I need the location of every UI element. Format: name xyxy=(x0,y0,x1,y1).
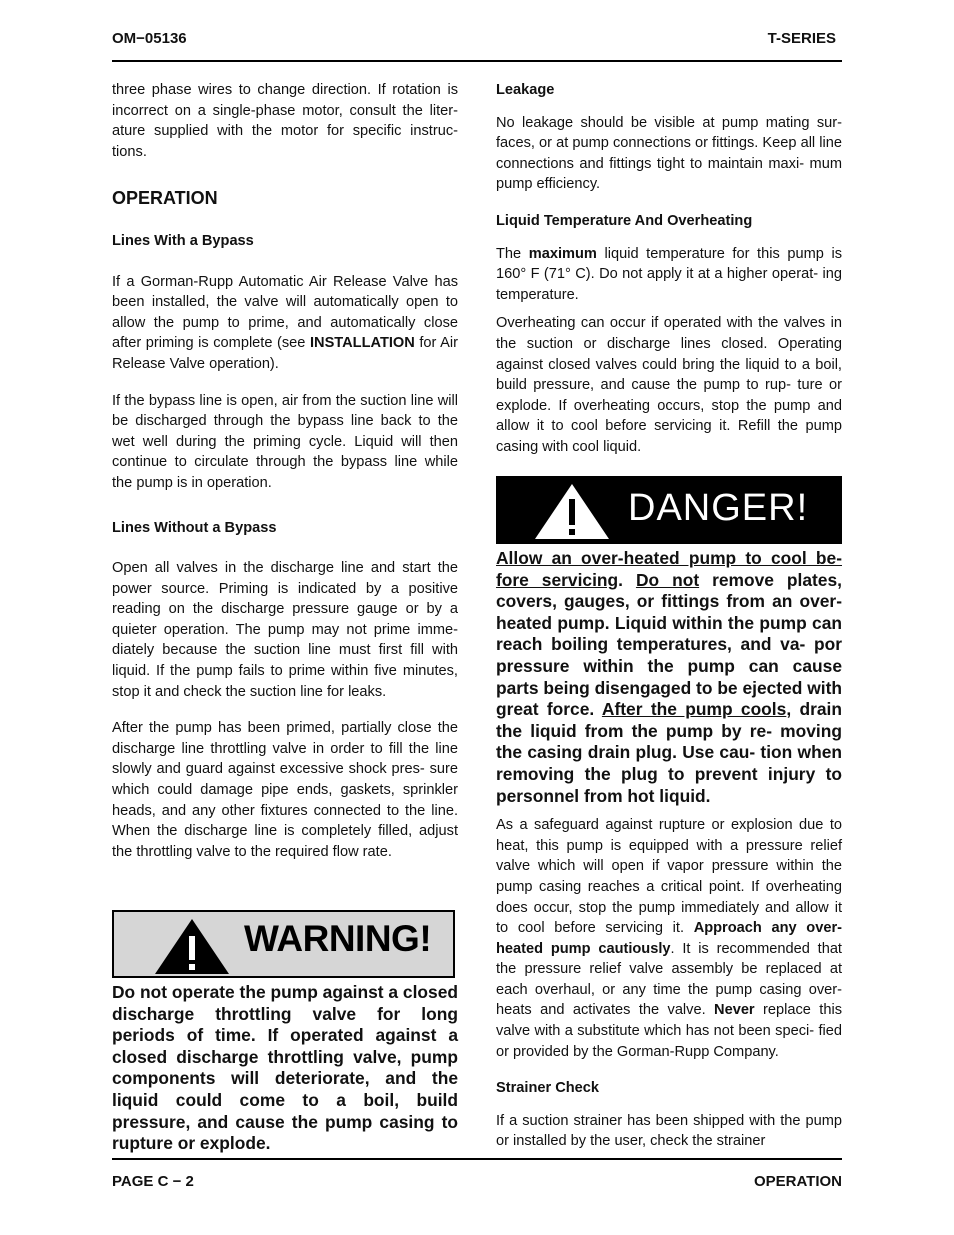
temp-heading: Liquid Temperature And Overheating xyxy=(496,212,753,229)
maximum-word: maximum xyxy=(528,245,597,262)
temp-p1-text: The xyxy=(496,245,529,262)
warning-banner xyxy=(112,910,458,980)
danger-t1: . xyxy=(618,569,636,590)
warning-text xyxy=(112,982,458,1155)
danger-body xyxy=(496,548,842,807)
bypass-p1-text: If a Gorman-Rupp Automatic Air Release Valve has been installed, the valve will automatically open to allow the pump to prime, and automatically close after priming is complete (see xyxy=(112,273,458,352)
series-label: T-SERIES xyxy=(767,30,836,47)
relief-a: As a safeguard against rupture or explosion due to heat, this pump is equipped with a pressure relief valve which will open if vapor pressure within the pump casing reaches a critical point. If overheating does occur, stop the pump immediately and allow it to cool before servicing it. xyxy=(496,817,842,937)
page-number: PAGE C − 2 xyxy=(112,1173,194,1190)
temp-paragraph-1 xyxy=(496,244,842,306)
bypass-paragraph-1 xyxy=(112,272,458,375)
danger-triangle-icon xyxy=(532,481,612,543)
bypass-p1-tail: for Air Release Valve operation). xyxy=(112,335,458,372)
doc-number: OM−05136 xyxy=(112,30,187,47)
danger-t3: , drain the liquid from the pump by re- moving the casing drain plug. Use cau- tion when removing the plug to prevent injury to personnel from hot liquid. xyxy=(496,699,843,806)
installation-ref: INSTALLATION xyxy=(309,335,415,352)
danger-label: DANGER! xyxy=(628,487,809,529)
bypass-heading: Lines With a Bypass xyxy=(112,232,254,249)
bypass-paragraph-2: If the bypass line is open, air from the suction line will be discharged through the bypass line back to the wet well during the priming cycle. Liquid will then continue to circulate through the bypass line while the pump is in operation. xyxy=(112,392,458,491)
relief-c: . It is recommended that the pressure relief valve assembly be replaced at each overhaul, or any time the pump casing over- heats and activates the valve. xyxy=(496,940,842,1019)
leakage-paragraph: No leakage should be visible at pump mating sur- faces, or at pump connections or fittings. Keep all line connections and fittings tight to maintain maxi- mum pump efficiency. xyxy=(496,114,842,193)
danger-u2: Do not xyxy=(635,569,700,590)
relief-d: Never xyxy=(714,1002,755,1019)
right-column-top xyxy=(496,80,842,458)
leakage-heading: Leakage xyxy=(496,82,555,98)
strainer-paragraph: If a suction strainer has been shipped with the pump or installed by the user, check the strainer xyxy=(496,1112,842,1150)
nobypass-paragraph-1: Open all valves in the discharge line and start the power source. Priming is indicated by a positive reading on the discharge pressure gauge or by a quieter operation. The pump may not prime imme- diately because the suction line must first fill with liquid. If the pump fails to prime within five minutes, stop it and check the suction line for leaks. xyxy=(112,560,458,700)
left-column xyxy=(112,80,458,862)
nobypass-heading: Lines Without a Bypass xyxy=(112,519,277,536)
relief-b: Approach any over- heated pump cautiously xyxy=(496,920,842,957)
operation-heading: OPERATION xyxy=(112,188,218,209)
right-column-bottom xyxy=(496,548,842,1152)
temp-p1-tail: liquid temperature for this pump is 160° F (71° C). Do not apply it at a higher operat- ing temperature. xyxy=(496,245,843,303)
relief-e: replace this valve with a substitute which has not been speci- fied or provided by the Gorman-Rupp Company. xyxy=(496,1002,842,1060)
footer-rule xyxy=(112,1158,842,1160)
section-label: OPERATION xyxy=(753,1173,842,1190)
temp-paragraph-2: Overheating can occur if operated with the valves in the suction or discharge lines closed. Operating against closed valves could bring the liquid to a boil, build pressure, and cause the pump to rup- ture or explode. If overheating occurs, stop the pump and allow it to cool before servicing it. Refill the pump casing with cool liquid. xyxy=(496,315,842,455)
header-rule xyxy=(112,60,842,62)
nobypass-paragraph-2: After the pump has been primed, partially close the discharge line throttling valve in order to fill the line slowly and guard against excessive shock pres- sure which could damage pipe ends, gaskets, sprinkler heads, and any other fixtures connected to the line. When the discharge line is completely filled, adjust the throttling valve to the required flow rate. xyxy=(112,720,458,860)
intro-paragraph: three phase wires to change direction. If rotation is incorrect on a single-phase motor, consult the liter- ature supplied with the motor for specific instruc- tions. xyxy=(112,82,458,160)
danger-banner xyxy=(496,476,842,546)
relief-paragraph xyxy=(496,815,842,1062)
danger-t2: remove plates, covers, gauges, or fittings from an over- heated pump. Liquid within the pump can reach boiling temperatures, and va- por pressure within the pump can cause parts being disengaged to be ejected with great force. xyxy=(496,569,842,720)
strainer-heading: Strainer Check xyxy=(496,1080,600,1097)
danger-u1: Allow an over-heated pump to cool be- fore servicing xyxy=(496,548,842,590)
warning-label: WARNING! xyxy=(244,918,432,959)
danger-u3: After the pump cools xyxy=(601,699,787,720)
warning-triangle-icon xyxy=(152,916,232,976)
warning-body: Do not operate the pump against a closed discharge throttling valve for long periods of time. If operated against a closed discharge throttling valve, pump components will deteriorate, and the liquid could come to a boil, build pressure, and cause the pump casing to rupture or explode. xyxy=(112,982,458,1154)
